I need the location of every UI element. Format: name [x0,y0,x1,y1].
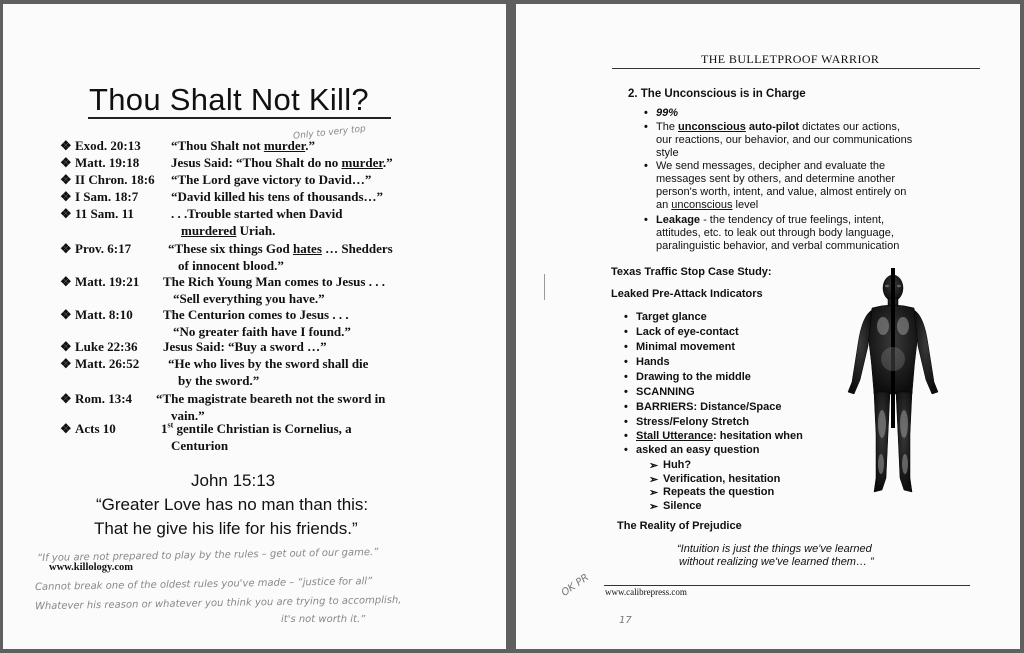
bullet-dot: • [624,371,628,383]
verse-text-continued: vain.” [171,408,205,423]
verse-text: 1st gentile Christian is Cornelius, a [161,421,352,437]
bullet-dot: • [644,214,648,226]
title-underline [88,117,391,119]
verse-reference: Matt. 19:18 [75,155,140,170]
verse-reference: Exod. 20:13 [75,138,141,153]
verse-text: . . .Trouble started when David [171,206,343,221]
bullet-dot: • [624,401,628,413]
bullet-dot: • [624,416,628,428]
left-page [3,4,506,649]
bullet-dot: • [624,444,628,456]
indicator-item: SCANNING [636,386,695,398]
verse-text: “These six things God hates … Shedders [168,241,393,256]
verse-text: Jesus Said: “Buy a sword …” [163,339,327,354]
bullet-dot: • [624,356,628,368]
verse-bullet-icon: ❖ [60,155,72,170]
human-body-figure [838,264,948,500]
bullet-dot: • [624,311,628,323]
verse-bullet-icon: ❖ [60,241,72,256]
bullet-dot: • [624,341,628,353]
verse-bullet-icon: ❖ [60,391,72,406]
verse-reference: I Sam. 18:7 [75,189,139,204]
bullet-autopilot-line-2: our reactions, our behavior, and our communications [656,134,913,146]
verse-reference: Rom. 13:4 [75,391,133,406]
arrow-bullet-icon: ➢ [649,500,659,513]
verse-reference: Matt. 8:10 [75,307,133,322]
handwritten-note-3: Whatever his reason or whatever you think you are trying to accomplish, [34,594,402,613]
handwritten-note-4: it's not worth it.” [281,614,366,625]
verse-bullet-icon: ❖ [60,138,72,153]
handwritten-mark: 17 [619,615,632,626]
bullet-messages-line-4: an unconscious level [656,199,759,211]
verse-reference: Matt. 26:52 [75,356,140,371]
footer-rule [604,585,970,586]
verse-text-continued: murdered Uriah. [181,223,276,238]
verse-text: “The Lord gave victory to David…” [171,172,372,187]
indicator-item: Drawing to the middle [636,371,751,383]
verse-reference: II Chron. 18:6 [75,172,155,187]
bullet-dot: • [644,160,648,172]
bullet-dot: • [624,430,628,442]
verse-reference: Matt. 19:21 [75,274,140,289]
verse-bullet-icon: ❖ [60,206,72,221]
handwritten-note-1: “If you are not prepared to play by the rules – get out of our game.” [36,547,379,564]
margin-handwriting: Only to very top [292,124,367,142]
handwritten-note-2: Cannot break one of the oldest rules you've made – “justice for all” [34,576,373,593]
sub-indicator-item: Silence [663,499,702,512]
verse-text: “David killed his tens of thousands…” [171,189,384,204]
arrow-bullet-icon: ➢ [649,460,659,472]
header-rule [612,68,980,69]
margin-mark [544,274,545,300]
verse-text: “He who lives by the sword shall die [168,356,369,371]
intuition-quote-line-1: “Intuition is just the things we've learned [677,543,872,555]
sub-indicator-item: Repeats the question [663,486,775,498]
handwritten-mark: OK PR [559,572,591,599]
bullet-dot: • [624,386,628,398]
indicator-item: BARRIERS: Distance/Space [636,401,782,413]
website-url: www.calibrepress.com [605,587,687,597]
reality-heading: The Reality of Prejudice [617,520,742,532]
verse-text: “The magistrate beareth not the sword in [156,391,386,406]
verse-bullet-icon: ❖ [60,189,72,204]
case-study-subtitle: Leaked Pre-Attack Indicators [611,288,763,300]
bullet-messages-line-1: We send messages, decipher and evaluate the [656,160,886,172]
bullet-dot: • [644,121,648,133]
verse-bullet-icon: ❖ [60,421,72,436]
john-reference: John 15:13 [191,471,276,490]
indicator-item: Hands [636,356,670,368]
bullet-99-percent: 99% [656,107,679,119]
website-url: www.killology.com [49,562,134,573]
arrow-bullet-icon: ➢ [649,473,659,486]
verse-bullet-icon: ❖ [60,339,72,354]
bullet-leakage-line-3: paralinguistic behavior, and verbal communication [656,240,900,252]
running-header: THE BULLETPROOF WARRIOR [701,52,880,66]
case-study-title: Texas Traffic Stop Case Study: [611,266,772,278]
indicator-item: Target glance [636,311,707,323]
bullet-dot: • [644,107,648,119]
john-quote-line-2: That he give his life for his friends.” [94,519,358,538]
bullet-dot: • [624,326,628,338]
indicator-stall-utterance: Stall Utterance: hesitation when [636,430,803,442]
section-title: 2. The Unconscious is in Charge [628,88,806,100]
bullet-leakage-line-1: Leakage - the tendency of true feelings, intent, [656,214,885,226]
verse-text: The Rich Young Man comes to Jesus . . . [163,274,385,289]
indicator-easy-question: asked an easy question [636,444,760,456]
verse-bullet-icon: ❖ [60,274,72,289]
verse-reference: 11 Sam. 11 [75,206,134,221]
indicator-item: Stress/Felony Stretch [636,416,750,428]
verse-reference: Prov. 6:17 [75,241,132,256]
verse-bullet-icon: ❖ [60,172,72,187]
verse-text-continued: “Sell everything you have.” [173,291,325,306]
intuition-quote-line-2: without realizing we've learned them… ” [679,556,874,568]
bullet-messages-line-3: person's worth, intent, and value, almost entirely on [656,186,907,198]
bullet-autopilot-line-1: The unconscious auto-pilot dictates our actions, [656,121,900,133]
indicator-item: Minimal movement [636,341,736,353]
verse-text-continued: “No greater faith have I found.” [173,324,351,339]
page-title: Thou Shalt Not Kill? [89,82,369,117]
verse-bullet-icon: ❖ [60,307,72,322]
sub-indicator-item: Huh? [663,459,692,471]
bullet-leakage-line-2: attitudes, etc. to leak out through body language, [656,227,894,239]
verse-reference: Acts 10 [75,421,116,436]
right-page [516,4,1020,649]
verse-text-continued: of innocent blood.” [178,258,284,273]
bullet-autopilot-line-3: style [656,147,679,159]
verse-text: “Thou Shalt not murder.” [171,138,315,153]
verse-text-continued: by the sword.” [178,373,260,388]
verse-text-continued: Centurion [171,438,229,453]
indicator-item: Lack of eye-contact [636,326,739,338]
sub-indicator-item: Verification, hesitation [663,472,781,485]
arrow-bullet-icon: ➢ [649,487,659,499]
john-quote-line-1: “Greater Love has no man than this: [96,495,369,514]
bullet-messages-line-2: messages sent by others, and determine another [656,173,896,185]
verse-text: Jesus Said: “Thou Shalt do no murder.” [171,155,393,170]
verse-reference: Luke 22:36 [75,339,138,354]
verse-bullet-icon: ❖ [60,356,72,371]
verse-text: The Centurion comes to Jesus . . . [163,307,349,322]
